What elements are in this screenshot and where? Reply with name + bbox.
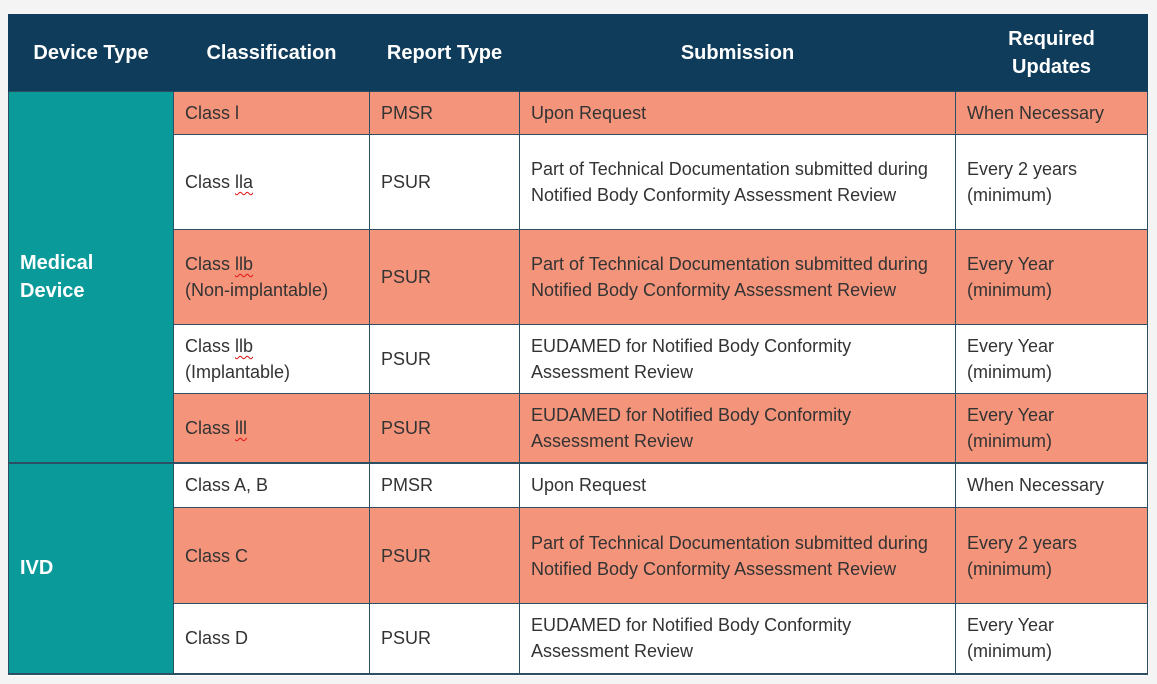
classification-cell [174,92,370,135]
report-type-cell: PMSR [370,92,520,135]
table-row [9,394,1148,463]
report-type-cell: PMSR [370,463,520,508]
classification-cell [174,394,370,463]
header-report-type: Report Type [370,14,520,92]
class-prefix: Class D [185,628,249,649]
table-row [9,604,1148,674]
class-code: l [235,103,240,123]
classification-cell [174,604,370,674]
submission-cell: EUDAMED for Notified Body Conformity Assessment Review [520,394,956,463]
document-frame [8,14,1147,676]
required-updates-cell: Every Year (minimum) [956,394,1148,463]
report-type-cell: PSUR [370,604,520,674]
report-type-cell: PSUR [370,508,520,604]
class-code: llb [235,336,254,356]
table-row [9,463,1148,508]
submission-cell: EUDAMED for Notified Body Conformity Assessment Review [520,325,956,394]
required-updates-cell: Every 2 years (minimum) [956,135,1148,230]
header-required-updates: Required Updates [956,14,1148,92]
classification-cell [174,135,370,230]
report-type-cell: PSUR [370,230,520,325]
classification-cell [174,325,370,394]
table-header [9,14,1148,92]
class-qualifier: (Non-implantable) [185,280,329,300]
report-type-cell: PSUR [370,325,520,394]
required-updates-cell: Every Year (minimum) [956,604,1148,674]
required-updates-cell: Every 2 years (minimum) [956,508,1148,604]
class-prefix: Class [185,172,236,192]
required-updates-cell: Every Year (minimum) [956,325,1148,394]
class-code: lll [235,417,248,438]
class-prefix: Class [185,103,236,123]
class-code: llb [235,254,254,274]
class-prefix: Class [185,336,236,356]
psur-requirements-table [8,14,1148,675]
required-updates-cell: Every Year (minimum) [956,230,1148,325]
submission-cell: Part of Technical Documentation submitted during Notified Body Conformity Assessment Review [520,135,956,230]
table-row [9,92,1148,135]
class-prefix: Class [185,254,236,274]
submission-cell: Part of Technical Documentation submitted during Notified Body Conformity Assessment Review [520,230,956,325]
submission-cell: Upon Request [520,92,956,135]
class-code: lla [235,172,254,192]
submission-cell: Part of Technical Documentation submitted during Notified Body Conformity Assessment Review [520,508,956,604]
header-row [9,14,1148,92]
classification-cell [174,463,370,508]
table-row [9,135,1148,230]
table-row [9,325,1148,394]
device-type-cell: Medical Device [9,92,174,463]
required-updates-cell: When Necessary [956,463,1148,508]
table-row [9,230,1148,325]
submission-cell: Upon Request [520,463,956,508]
submission-cell: EUDAMED for Notified Body Conformity Assessment Review [520,604,956,674]
report-type-cell: PSUR [370,394,520,463]
class-qualifier: (Implantable) [185,362,291,382]
required-updates-cell: When Necessary [956,92,1148,135]
class-prefix: Class C [185,545,249,566]
table-row [9,508,1148,604]
device-type-cell: IVD [9,463,174,674]
header-classification: Classification [174,14,370,92]
header-submission: Submission [520,14,956,92]
class-prefix: Class A, B [185,475,269,496]
header-device-type: Device Type [9,14,174,92]
class-prefix: Class [185,417,236,438]
classification-cell [174,230,370,325]
report-type-cell: PSUR [370,135,520,230]
classification-cell [174,508,370,604]
